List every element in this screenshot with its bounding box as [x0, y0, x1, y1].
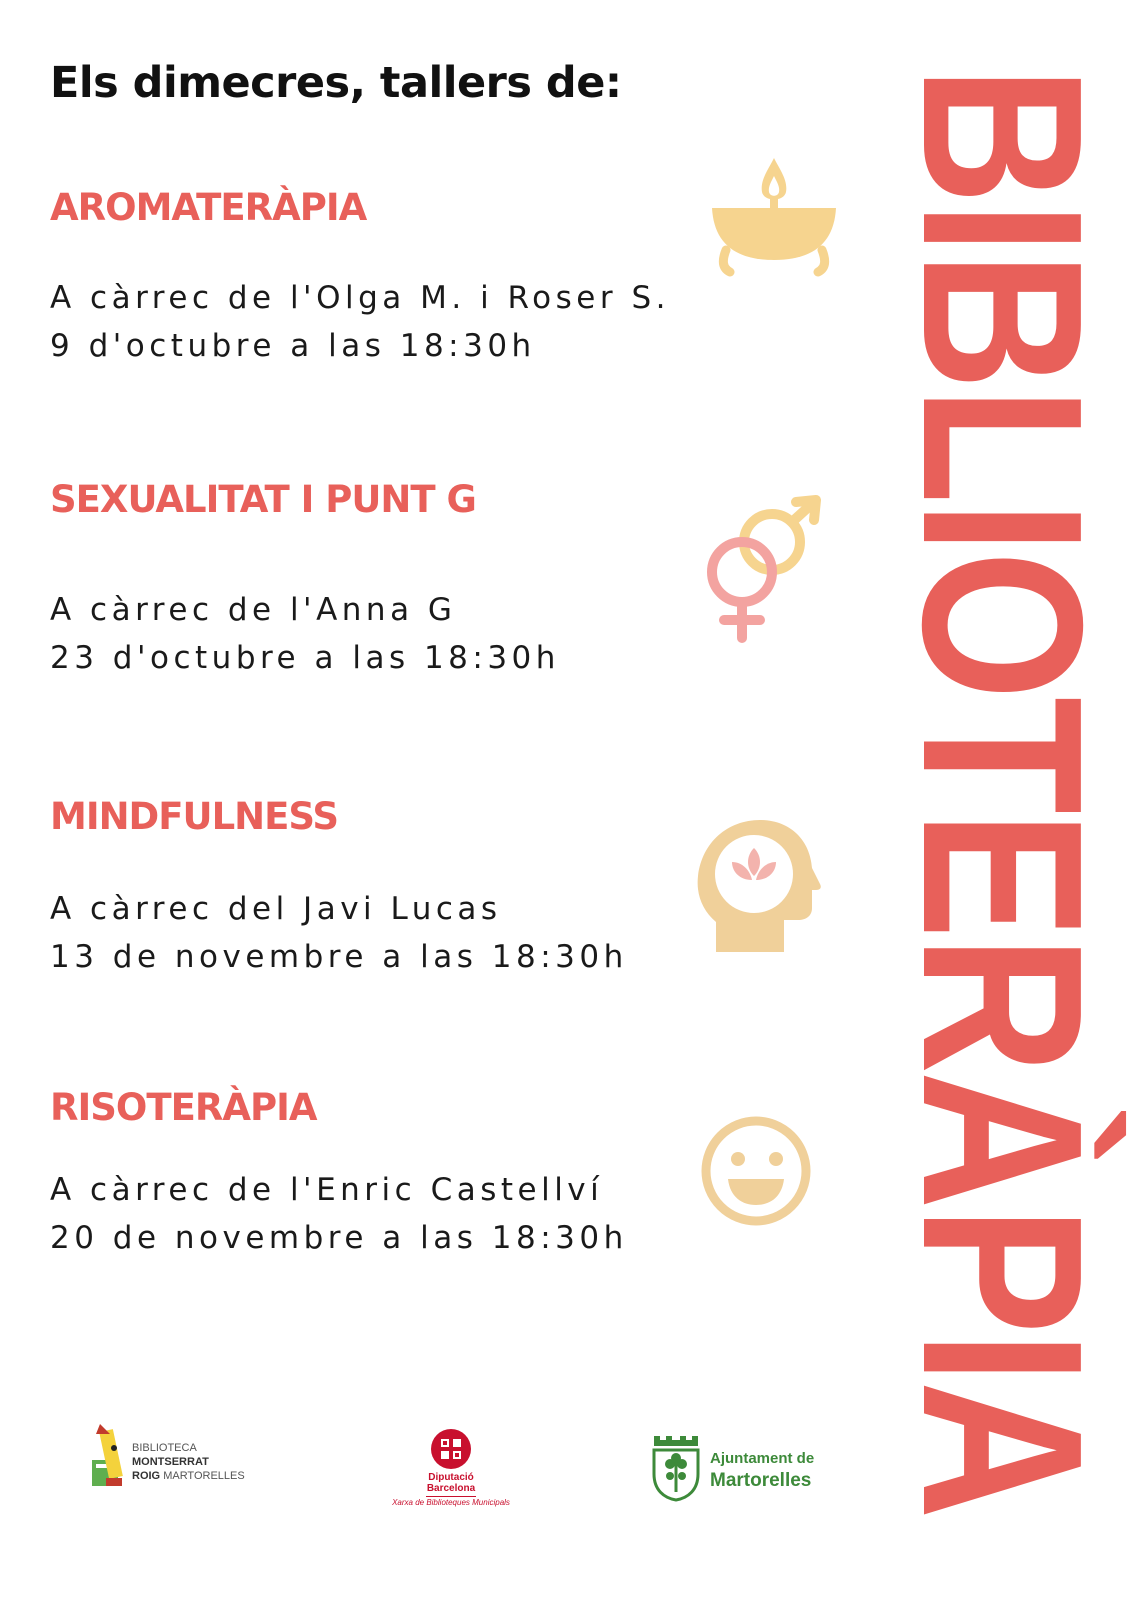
library-logo — [90, 1424, 270, 1496]
workshop-presenter: A càrrec de l'Olga M. i Roser S. — [50, 280, 671, 316]
workshop-presenter: A càrrec de l'Enric Castellví — [50, 1172, 604, 1208]
ajuntament-logo — [650, 1434, 820, 1504]
diputacio-line2: Barcelona — [426, 1483, 476, 1494]
workshop-date: 9 d'octubre a las 18:30h — [50, 328, 536, 364]
library-logo-line2: MONTSERRAT — [132, 1456, 209, 1468]
workshop-presenter: A càrrec del Javi Lucas — [50, 891, 502, 927]
workshop-title: AROMATERÀPIA — [50, 186, 367, 229]
workshop-item — [50, 1086, 730, 1262]
library-logo-martorelles: MARTORELLES — [163, 1470, 245, 1482]
workshop-title: RISOTERÀPIA — [50, 1086, 317, 1129]
workshop-date: 23 d'octubre a las 18:30h — [50, 640, 560, 676]
pencil-mascot-icon — [90, 1424, 132, 1490]
workshop-item — [50, 478, 730, 682]
workshop-item — [50, 186, 730, 370]
gender-symbols-icon — [700, 494, 830, 646]
vertical-title — [875, 66, 1129, 1600]
workshop-presenter: A càrrec de l'Anna G — [50, 592, 457, 628]
library-logo-line1: BIBLIOTECA — [132, 1442, 197, 1454]
diputacio-line1: Diputació — [428, 1472, 474, 1483]
candle-bowl-icon — [708, 152, 840, 278]
library-logo-roig: ROIG — [132, 1470, 161, 1482]
workshop-date: 20 de novembre a las 18:30h — [50, 1220, 628, 1256]
mind-head-icon — [696, 818, 822, 954]
diputacio-emblem-icon — [430, 1428, 472, 1470]
diputacio-logo — [386, 1428, 516, 1510]
ajuntament-line1: Ajuntament de — [710, 1450, 815, 1467]
workshop-title: SEXUALITAT I PUNT G — [50, 478, 476, 521]
workshop-title: MINDFULNESS — [50, 795, 339, 838]
diputacio-divider — [426, 1496, 476, 1497]
diputacio-tagline: Xarxa de Biblioteques Municipals — [392, 1498, 510, 1507]
workshop-item — [50, 795, 730, 981]
workshop-date: 13 de novembre a las 18:30h — [50, 939, 628, 975]
smiley-face-icon — [700, 1115, 812, 1227]
library-logo-line3 — [132, 1470, 245, 1482]
ajuntament-line2: Martorelles — [710, 1470, 812, 1491]
page-heading: Els dimecres, tallers de: — [50, 58, 622, 108]
vertical-title-text: BIBLIOTERÀPIA — [875, 66, 1129, 1517]
coat-of-arms-icon — [650, 1434, 702, 1502]
